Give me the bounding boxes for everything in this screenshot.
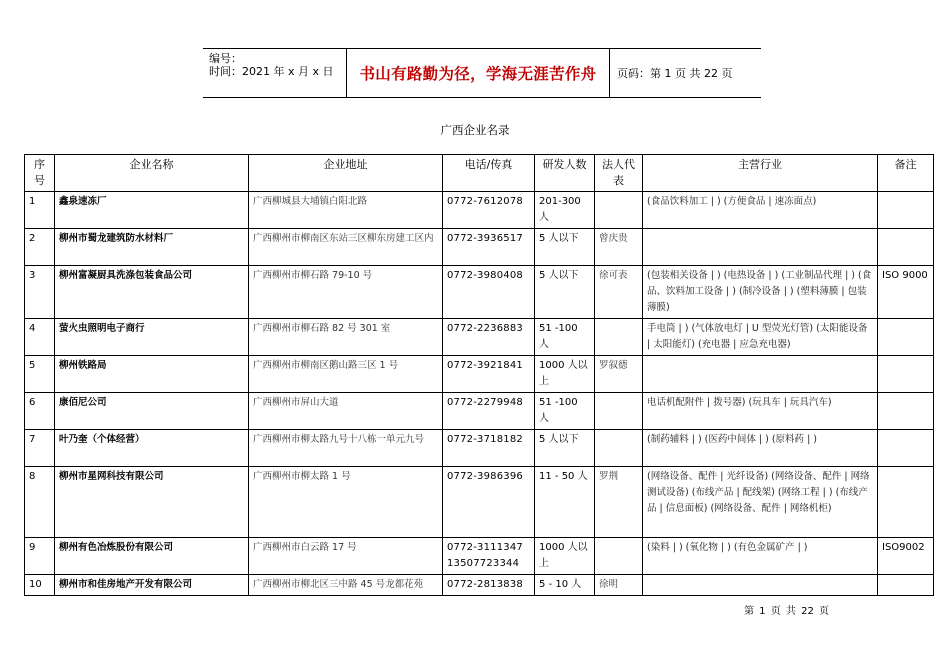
company-name: 柳州有色冶炼股份有限公司 (55, 538, 249, 575)
row-no: 9 (25, 538, 55, 575)
company-business: (制药辅料 | ) (医药中间体 | ) (原料药 | ) (643, 430, 878, 467)
company-phone: 0772-3111347 13507723344 (443, 538, 535, 575)
company-rep (595, 192, 643, 229)
header-page-cell (610, 49, 767, 97)
company-phone: 0772-3986396 (443, 467, 535, 538)
table-row (25, 430, 934, 467)
page-footer: 第 1 页 共 22 页 (744, 606, 829, 617)
company-staff: 1000 人以上 (535, 356, 595, 393)
company-business: 电话机配附件 | 拨号器) (玩具车 | 玩具汽车) (643, 393, 878, 430)
col-header-address: 企业地址 (249, 155, 443, 192)
company-address: 广西柳州市柳南区东站三区柳东房建工区内 (249, 229, 443, 266)
row-no: 2 (25, 229, 55, 266)
company-note (878, 192, 934, 229)
table-header-row (25, 155, 934, 192)
company-rep (595, 393, 643, 430)
company-staff: 1000 人以上 (535, 538, 595, 575)
motto-text: 书山有路勤为径，学海无涯苦作舟 (359, 65, 597, 83)
table-row (25, 575, 934, 596)
company-name: 柳州富凝厨具洗涤包装食品公司 (55, 266, 249, 319)
company-phone: 0772-3936517 (443, 229, 535, 266)
company-name: 柳州市蜀龙建筑防水材料厂 (55, 229, 249, 266)
company-name: 柳州市和佳房地产开发有限公司 (55, 575, 249, 596)
table-row (25, 229, 934, 266)
table-row (25, 467, 934, 538)
company-phone: 0772-2813838 (443, 575, 535, 596)
company-address: 广西柳州市白云路 17 号 (249, 538, 443, 575)
col-header-phone: 电话/传真 (443, 155, 535, 192)
company-business (643, 356, 878, 393)
row-no: 5 (25, 356, 55, 393)
company-name: 叶乃奎（个体经营） (55, 430, 249, 467)
table-row (25, 319, 934, 356)
company-address: 广西柳州市柳太路九号十八栋一单元九号 (249, 430, 443, 467)
table-row (25, 393, 934, 430)
row-no: 6 (25, 393, 55, 430)
company-name: 萤火虫照明电子商行 (55, 319, 249, 356)
company-note: ISO9002 (878, 538, 934, 575)
col-header-name: 企业名称 (55, 155, 249, 192)
company-directory-table (24, 154, 934, 596)
company-address: 广西柳城县大埔镇白阳北路 (249, 192, 443, 229)
row-no: 10 (25, 575, 55, 596)
company-address: 广西柳州市柳石路 82 号 301 室 (249, 319, 443, 356)
company-address: 广西柳州市柳北区三中路 45 号龙都花苑 (249, 575, 443, 596)
company-staff: 201-300 人 (535, 192, 595, 229)
company-staff: 5 - 10 人 (535, 575, 595, 596)
row-no: 4 (25, 319, 55, 356)
header-meta (203, 49, 346, 100)
company-rep: 罗荆 (595, 467, 643, 538)
company-rep (595, 538, 643, 575)
company-staff: 51 -100 人 (535, 319, 595, 356)
company-rep: 徐明 (595, 575, 643, 596)
company-phone: 0772-3921841 (443, 356, 535, 393)
company-name: 鑫泉速冻厂 (55, 192, 249, 229)
company-business: (染料 | ) (氧化物 | ) (有色金属矿产 | ) (643, 538, 878, 575)
company-name: 康佰尼公司 (55, 393, 249, 430)
company-phone: 0772-2236883 (443, 319, 535, 356)
company-name: 柳州市星网科技有限公司 (55, 467, 249, 538)
company-note (878, 467, 934, 538)
page-label: 页码：第 1 页 共 22 页 (617, 67, 733, 80)
row-no: 3 (25, 266, 55, 319)
company-rep (595, 430, 643, 467)
company-staff: 5 人以下 (535, 430, 595, 467)
company-name: 柳州铁路局 (55, 356, 249, 393)
col-header-no: 序号 (25, 155, 55, 192)
col-header-rep: 法人代表 (595, 155, 643, 192)
company-staff: 11 - 50 人 (535, 467, 595, 538)
company-note: ISO 9000 (878, 266, 934, 319)
company-staff: 51 -100 人 (535, 393, 595, 430)
company-rep: 曾庆贵 (595, 229, 643, 266)
company-phone: 0772-7612078 (443, 192, 535, 229)
table-row (25, 538, 934, 575)
company-business: (包装相关设备 | ) (电热设备 | ) (工业制品代理 | ) (食品、饮料加工设备 | ) (制冷设备 | ) (塑料薄膜 | 包装薄膜) (643, 266, 878, 319)
col-header-business: 主营行业 (643, 155, 878, 192)
row-no: 8 (25, 467, 55, 538)
company-note (878, 575, 934, 596)
company-business: 手电筒 | ) (气体放电灯 | U 型荧光灯管) (太阳能设备 | 太阳能灯) (充电器 | 应急充电器) (643, 319, 878, 356)
table-row (25, 192, 934, 229)
company-address: 广西柳州市柳太路 1 号 (249, 467, 443, 538)
company-staff: 5 人以下 (535, 266, 595, 319)
company-rep: 罗叙德 (595, 356, 643, 393)
row-no: 1 (25, 192, 55, 229)
number-label: 编号： (209, 52, 242, 65)
company-note (878, 229, 934, 266)
row-no: 7 (25, 430, 55, 467)
company-phone: 0772-3980408 (443, 266, 535, 319)
company-business (643, 575, 878, 596)
company-address: 广西柳州市柳石路 79-10 号 (249, 266, 443, 319)
company-address: 广西柳州市屏山大道 (249, 393, 443, 430)
company-business: (网络设备、配件 | 光纤设备) (网络设备、配件 | 网络测试设备) (布线产品 | 配线架) (网络工程 | ) (布线产品 | 信息面板) (网络设备、配件 | 网络机柜) (643, 467, 878, 538)
company-staff: 5 人以下 (535, 229, 595, 266)
company-note (878, 430, 934, 467)
company-rep: 徐可表 (595, 266, 643, 319)
document-header (203, 48, 761, 98)
header-motto-cell (346, 49, 610, 97)
company-rep (595, 319, 643, 356)
company-note (878, 393, 934, 430)
col-header-staff: 研发人数 (535, 155, 595, 192)
company-note (878, 319, 934, 356)
company-business: (食品饮料加工 | ) (方便食品 | 速冻面点) (643, 192, 878, 229)
company-phone: 0772-3718182 (443, 430, 535, 467)
col-header-note: 备注 (878, 155, 934, 192)
time-label: 时间：2021 年 x 月 x 日 (209, 65, 334, 78)
company-note (878, 356, 934, 393)
company-phone: 0772-2279948 (443, 393, 535, 430)
company-address: 广西柳州市柳南区鹅山路三区 1 号 (249, 356, 443, 393)
document-title: 广西企业名录 (440, 123, 510, 137)
company-business (643, 229, 878, 266)
table-row (25, 266, 934, 319)
table-row (25, 356, 934, 393)
